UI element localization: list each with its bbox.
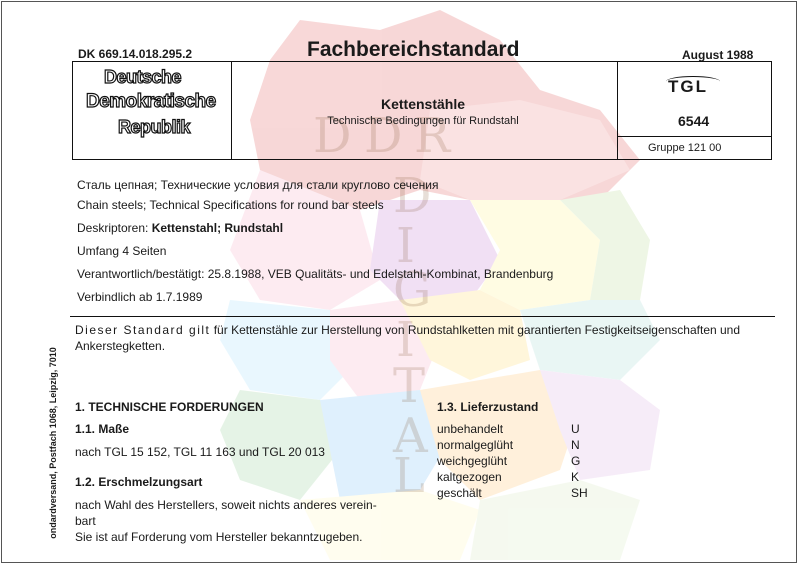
tgl-number: 6544 [678,113,710,129]
tgl-label: TGL [668,77,708,96]
side-imprint-text: ondardversand, Postfach 1068, Leipzig, 7010 [48,347,58,539]
delivery-code: SH [571,486,588,500]
watermark-letter: D [364,108,403,164]
extent: Umfang 4 Seiten [77,244,167,258]
watermark-letter: D [393,168,432,224]
group-divider [617,136,772,137]
side-imprint [43,330,63,560]
watermark-letter: D [313,108,352,164]
intro-rule [70,316,775,317]
scope-paragraph [75,322,775,354]
issue-date: August 1988 [682,48,754,62]
ddr-logo [84,67,226,153]
scope-text: für Kettenstähle zur Herstellung von Rundstahlketten mit garantierten Festigkeitseigenschaften und Ankerstegketten. [75,323,741,353]
section-1-2-line-1: nach Wahl des Herstellers, soweit nichts anderes verein- [75,498,377,512]
delivery-code: U [571,422,580,436]
delivery-row [437,454,597,468]
english-title: Chain steels; Technical Specifications for round bar steels [77,198,384,212]
descriptors-label: Deskriptoren: [77,221,149,235]
binding-date: Verbindlich ab 1.7.1989 [77,290,203,304]
delivery-state: kaltgezogen [437,470,502,484]
header-divider-left [231,61,232,159]
russian-title: Сталь цепная; Технические условия для стали круглово сечения [77,178,439,192]
section-1-2-heading: 1.2. Erschmelzungsart [75,475,203,489]
logo-line-1: Deutsche [104,67,182,87]
responsible-line: Verantwortlich/bestätigt: 25.8.1988, VEB Qualitäts- und Edelstahl-Kombinat, Brandenburg [77,267,554,281]
delivery-state: normalgeglüht [437,438,514,452]
standard-subtitle: Technische Bedingungen für Rundstahl [327,115,519,127]
descriptors-value: Kettenstahl; Rundstahl [151,221,284,235]
delivery-code: K [571,470,580,484]
section-1-2-line-2: bart [75,514,96,528]
delivery-state: unbehandelt [437,422,504,436]
section-1-1-heading: 1.1. Maße [75,422,130,436]
watermark-letter: L [393,448,425,504]
watermark-letter: R [414,108,451,164]
header-left-rule [72,61,73,159]
section-1-heading: 1. TECHNISCHE FORDERUNGEN [75,400,264,414]
document-type-title: Fachbereichstandard [307,38,520,61]
dk-number: DK 669.14.018.295.2 [78,47,193,61]
logo-line-2: Demokratische [86,91,216,112]
watermark-letter: T [393,358,426,414]
watermark-letter: I [396,312,415,368]
watermark-letter: A [393,408,428,464]
delivery-row [437,470,597,484]
watermark-letter: I [396,218,415,274]
header-bottom-rule [72,159,772,160]
section-1-1-text: nach TGL 15 152, TGL 11 163 und TGL 20 013 [75,445,325,459]
header-divider-right [617,61,618,159]
delivery-row [437,438,597,452]
delivery-row [437,486,597,500]
group-number: Gruppe 121 00 [648,142,722,154]
standard-title: Kettenstähle [380,96,466,112]
delivery-code: G [571,454,581,468]
scope-lead: Dieser Standard gilt [75,323,211,337]
section-1-3-heading: 1.3. Lieferzustand [437,400,539,414]
logo-line-3: Republik [118,117,191,137]
header-top-rule [72,61,772,62]
descriptors-line [77,221,283,235]
header-right-rule [771,61,772,159]
delivery-code: N [571,438,580,452]
watermark-letter: G [393,262,432,318]
delivery-state: weichgeglüht [437,454,508,468]
section-1-2-line-3: Sie ist auf Forderung vom Hersteller bekanntzugeben. [75,530,363,544]
delivery-row [437,422,597,436]
delivery-state: geschält [437,486,482,500]
